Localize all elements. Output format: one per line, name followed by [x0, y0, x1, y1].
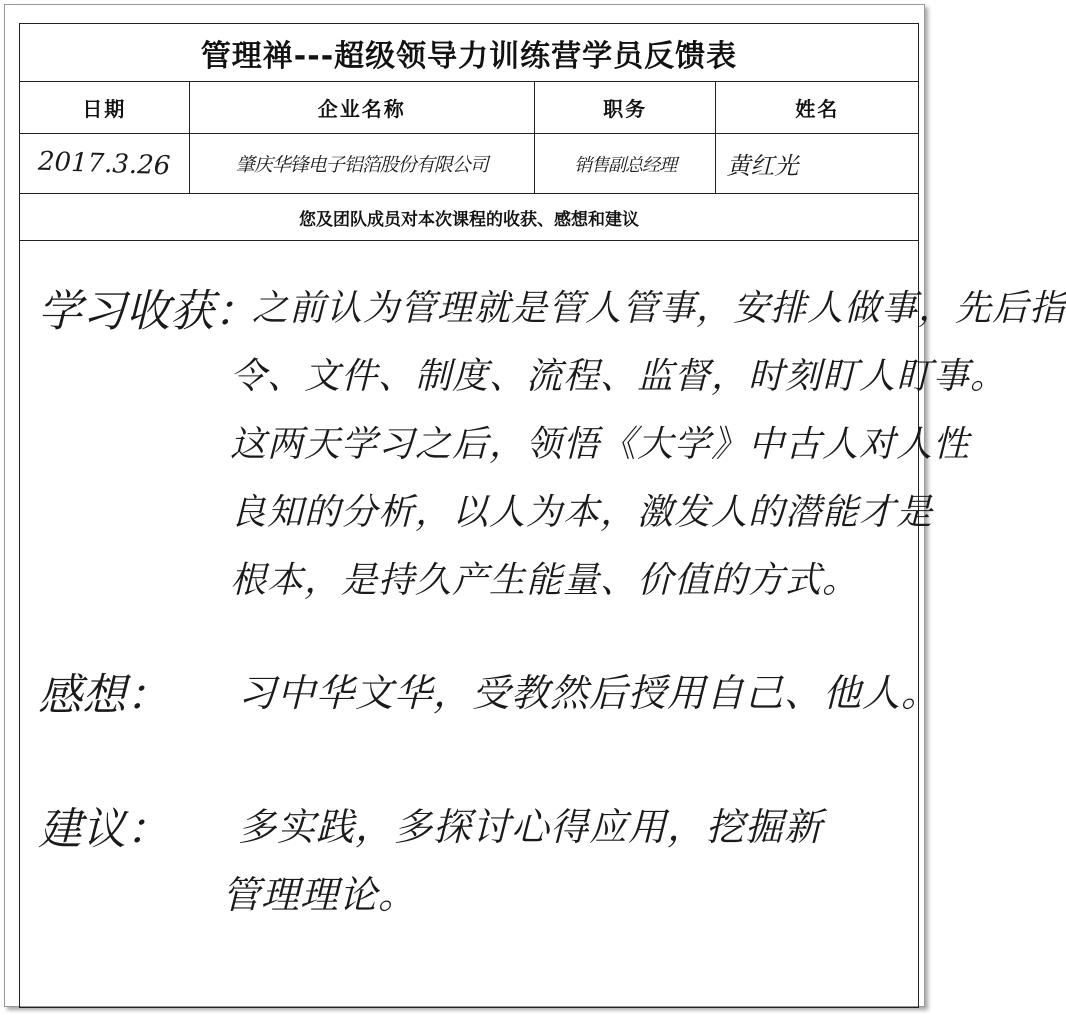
value-company: 肇庆华锋电子铝箔股份有限公司: [235, 154, 488, 176]
suggestion-line: 管理理论。: [222, 873, 418, 917]
suggestion-section: [38, 793, 823, 929]
feeling-section: [38, 659, 940, 727]
header-name-cell: [716, 82, 918, 133]
value-company-cell: [190, 134, 535, 193]
value-row: [20, 134, 918, 194]
form-title-row: [20, 24, 918, 82]
header-name: 姓名: [795, 97, 840, 121]
value-date-cell: [20, 134, 190, 193]
page-frame: [4, 4, 1066, 1007]
value-name: 黄红光: [726, 152, 799, 180]
learning-line: 之前认为管理就是管人管事，安排人做事，先后指: [252, 288, 1066, 329]
learning-line: 根本，是持久产生能量、价值的方式。: [230, 560, 860, 601]
value-position: 销售副总经理: [574, 154, 677, 176]
feeling-lines: [238, 659, 940, 727]
header-company-cell: [190, 82, 535, 133]
learning-lines: [230, 275, 1066, 615]
suggestion-lines: [222, 793, 824, 929]
learning-label: 学习收获：: [38, 286, 258, 337]
value-date: 2017.3.26: [37, 146, 171, 181]
learning-line: 良知的分析，以人为本，激发人的潜能才是: [230, 492, 934, 533]
feedback-prompt-row: [20, 194, 918, 241]
learning-line: 这两天学习之后，领悟《大学》中古人对人性: [230, 424, 971, 465]
feeling-line: 习中华文华，受教然后授用自己、他人。: [238, 671, 941, 715]
header-row: [20, 82, 918, 134]
header-date-cell: [20, 82, 190, 133]
form-title: 管理禅---超级领导力训练营学员反馈表: [200, 38, 738, 74]
suggestion-line: 多实践，多探讨心得应用，挖掘新: [238, 805, 824, 849]
value-position-cell: [535, 134, 717, 193]
feedback-body: [20, 241, 1066, 1007]
header-position: 职务: [603, 97, 648, 121]
learning-section: [38, 275, 1066, 615]
feedback-form: [19, 23, 1066, 1008]
value-name-cell: [716, 134, 918, 193]
suggestion-label: 建议：: [38, 804, 170, 855]
learning-line: 令、文件、制度、流程、监督，时刻盯人盯事。: [230, 356, 1008, 397]
feeling-label: 感想：: [38, 670, 170, 721]
header-company: 企业名称: [317, 97, 406, 121]
feedback-prompt: 您及团队成员对本次课程的收获、感想和建议: [299, 209, 639, 230]
header-position-cell: [535, 82, 717, 133]
header-date: 日期: [82, 97, 127, 121]
